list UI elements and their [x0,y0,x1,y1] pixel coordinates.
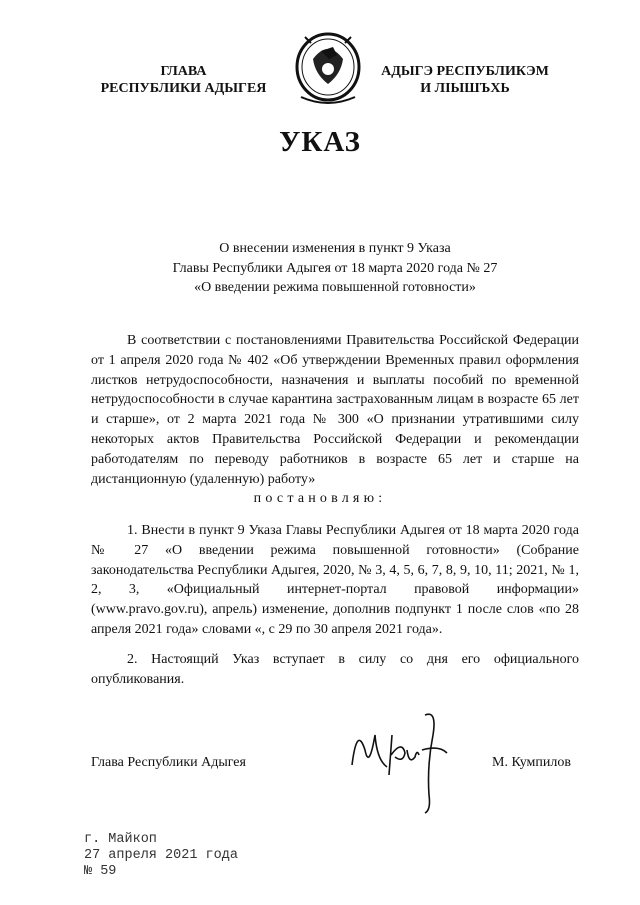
header-left [86,63,281,97]
subject-line-1: О внесении изменения в пункт 9 Указа [219,241,451,256]
decree-footer [84,832,238,880]
header-right-line-1: АДЫГЭ РЕСПУБЛИКЭМ [381,64,549,79]
signatory-name: М. Кумпилов [492,755,571,770]
subject-line-3: «О введении режима повышенной готовности» [194,280,476,295]
item-1-paragraph: 1. Внести в пункт 9 Указа Главы Республики Адыгея от 18 марта 2020 года № 27 «О введении режима повышенной готовности» (Собрание законодательства Республики Адыгея, 2020, № 3, 4, 5, 6, 7, 8, 9, 10, 11; 2021, № 1, 2, 3, «Официальный интернет-портал правовой информации» (www.pravo.gov.ru), апрель) изменение, дополнив подпункт 1 после слов «по 28 апреля 2021 года» словами «, с 29 по 30 апреля 2021 года». [91,523,579,637]
decree-word: постановляю: [253,491,387,506]
footer-city: г. Майкоп [84,832,157,847]
decree-subject [90,239,580,298]
handwritten-signature [347,705,457,815]
header-left-line-2: РЕСПУБЛИКИ АДЫГЕЯ [100,81,267,96]
item-2-paragraph: 2. Настоящий Указ вступает в силу со дня его официального опубликования. [91,652,579,687]
header-left-line-1: ГЛАВА [160,64,207,79]
document-title: УКАЗ [279,126,361,158]
preamble-paragraph: В соответствии с постановлениями Правительства Российской Федерации от 1 апреля 2020 года № 402 «Об утверждении Временных правил оформления листков нетрудоспособности, назначения и выплаты пособий по временной нетрудоспособности в случае карантина застрахованным лицам в возрасте 65 лет и старше», от 2 марта 2021 года № 300 «О признании утратившими силу некоторых актов Правительства Российской Федерации и рекомендации работодателям по переводу работников в возрасте 65 лет и старше на дистанционную (удаленную) работу» [91,333,579,487]
emblem-icon [293,29,363,109]
footer-number: № 59 [84,864,117,879]
coat-of-arms-emblem [293,29,363,109]
header-right-line-2: И ЛІЫШЪХЬ [420,81,510,96]
subject-line-2: Главы Республики Адыгея от 18 марта 2020 года № 27 [172,260,498,276]
header-right [380,63,550,97]
footer-date: 27 апреля 2021 года [84,848,238,863]
signature-icon [347,705,457,815]
signatory-position: Глава Республики Адыгея [91,755,246,770]
